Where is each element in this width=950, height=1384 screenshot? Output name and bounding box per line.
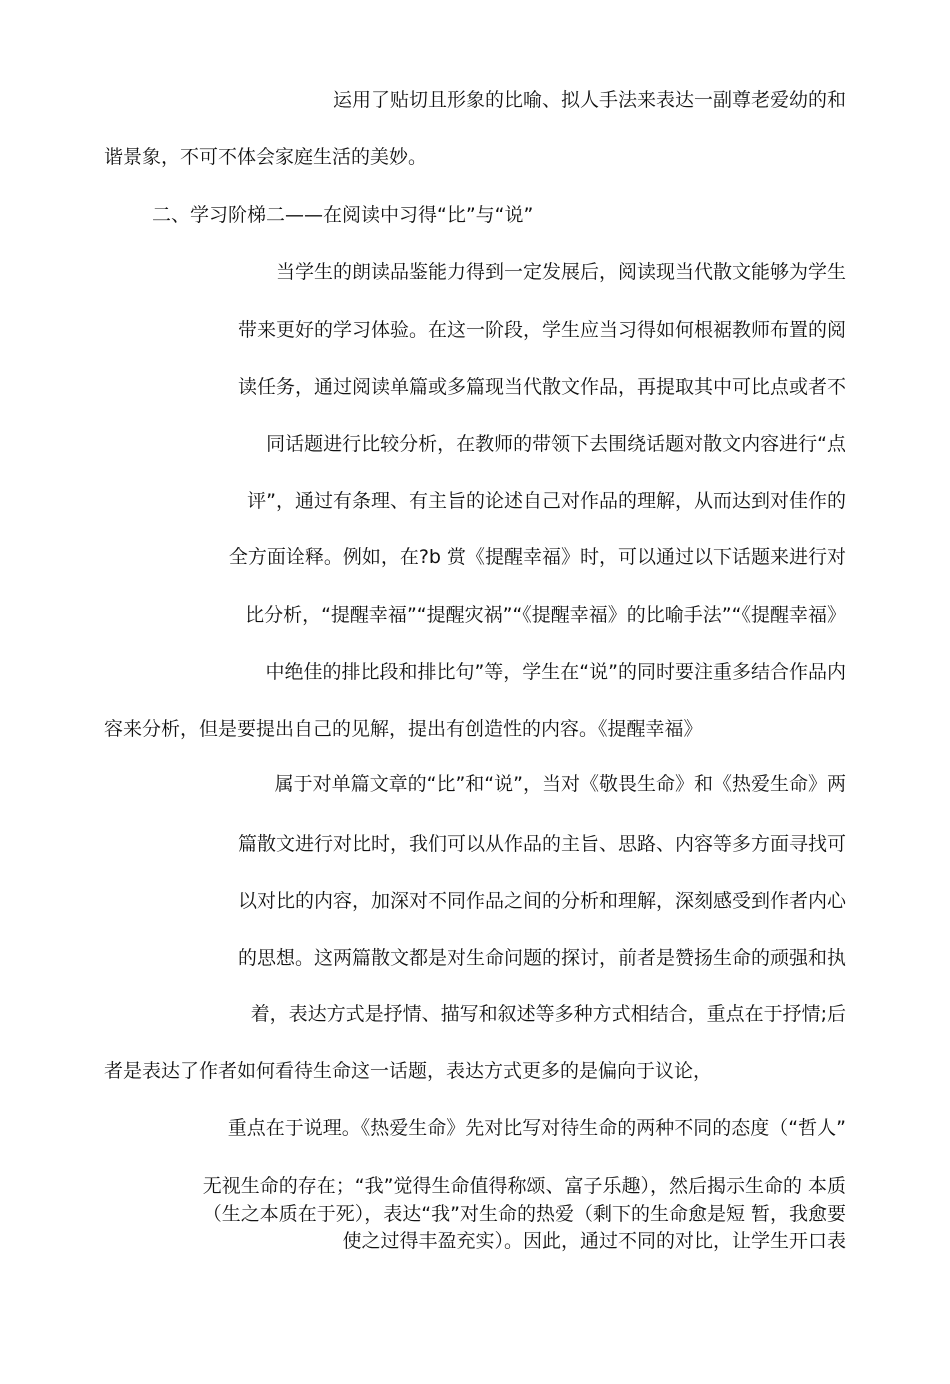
text-line: 者是表达了作者如何看待生命这一话题，表达方式更多的是偏向于议论， bbox=[104, 1060, 713, 1082]
text-line: 中绝佳的排比段和排比句”等，学生在“说”的同时要注重多结合作品内 bbox=[265, 661, 846, 683]
text-line: 的思想。这两篇散文都是对生命问题的探讨，前者是赞扬生命的顽强和执 bbox=[237, 947, 846, 969]
section-heading: 二、学习阶梯二——在阅读中习得“比”与“说” bbox=[152, 204, 534, 226]
text-line: 谐景象，不可不体会家庭生活的美妙。 bbox=[104, 146, 428, 168]
text-line: 以对比的内容，加深对不同作品之间的分析和理解，深刻感受到作者内心 bbox=[237, 890, 846, 912]
text-line: 无视生命的存在；“我”觉得生命值得称颂、富子乐趣），然后揭示生命的 本质 bbox=[202, 1175, 846, 1197]
text-line: 使之过得丰盈充实）。因此，通过不同的对比，让学生开口表 bbox=[342, 1230, 846, 1252]
text-line: 当学生的朗读品鉴能力得到一定发展后，阅读现当代散文能够为学生 bbox=[275, 261, 846, 283]
text-line: 带来更好的学习体验。在这一阶段，学生应当习得如何根裾教师布置的阅 bbox=[237, 319, 846, 341]
text-line: （生之本质在于死），表达“我”对生命的热爱（剩下的生命愈是短 暂，我愈要 bbox=[202, 1203, 846, 1225]
text-line: 运用了贴切且形象的比喻、拟人手法来表达一副尊老爱幼的和 bbox=[332, 89, 846, 111]
text-line: 全方面诠释。例如，在?b 赏《提醒幸福》时，可以通过以下话题来进行对 bbox=[228, 546, 846, 568]
text-line: 重点在于说理。《热爱生命》先对比写对待生命的两种不同的态度（“哲人” bbox=[227, 1117, 846, 1139]
text-line: 评”，通过有条理、有主旨的论述自己对作品的理解，从而达到对佳作的 bbox=[247, 490, 846, 512]
text-line: 篇散文进行对比时，我们可以从作品的主旨、思路、内容等多方面寻找可 bbox=[237, 833, 846, 855]
text-line: 着，表达方式是抒情、描写和叙述等多种方式相结合，重点在于抒情;后 bbox=[250, 1003, 846, 1025]
text-line: 容来分析，但是要提出自己的见解，提出有创造性的内容。《提醒幸福》 bbox=[104, 718, 703, 740]
text-line: 同话题进行比较分析，在教师的带领下去围绕话题对散文内容进行“点 bbox=[266, 433, 846, 455]
text-line: 属于对单篇文章的“比”和“说”，当对《敬畏生命》和《热爱生命》两 bbox=[274, 773, 846, 795]
text-line: 读任务，通过阅读单篇或多篇现当代散文作品，再提取其中可比点或者不 bbox=[237, 376, 846, 398]
text-line: 比分析，“提醒幸福”“提醒灾祸”“《提醒幸福》的比喻手法”“《提醒幸福》 bbox=[245, 604, 846, 626]
